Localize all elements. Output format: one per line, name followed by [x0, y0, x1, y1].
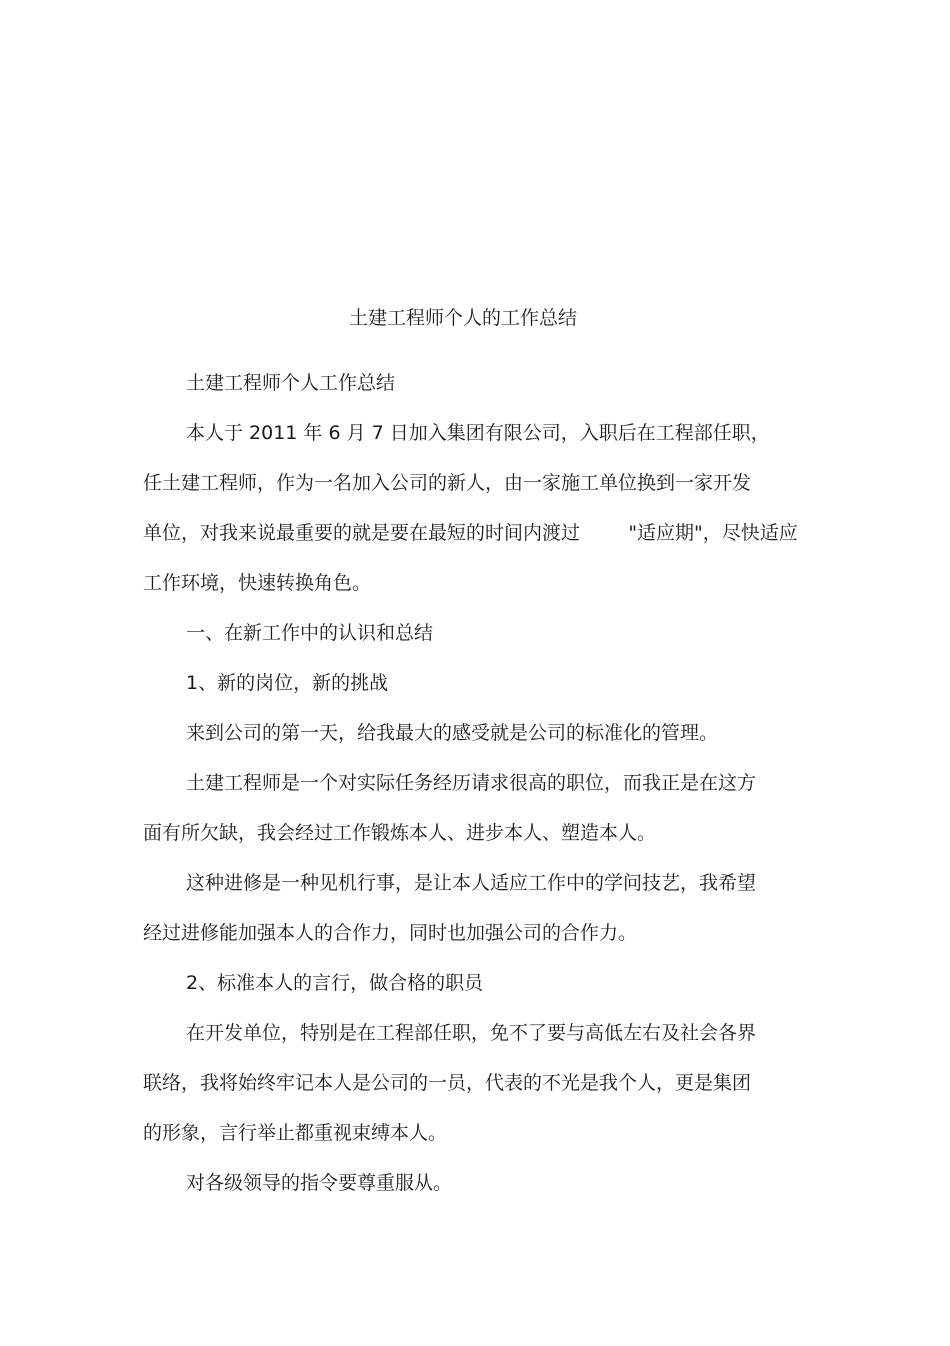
paragraph-line: 来到公司的第一天，给我最大的感受就是公司的标准化的管理。 [186, 722, 719, 744]
paragraph-line: 任土建工程师，作为一名加入公司的新人，由一家施工单位换到一家开发 [143, 472, 752, 494]
subsection-heading: 1、新的岗位，新的挑战 [186, 672, 389, 694]
paragraph-line: 这种进修是一种见机行事，是让本人适应工作中的学问技艺，我希望 [186, 872, 757, 894]
paragraph-line: 经过进修能加强本人的合作力，同时也加强公司的合作力。 [143, 922, 638, 944]
paragraph-line: 联络，我将始终牢记本人是公司的一员，代表的不光是我个人，更是集团 [143, 1072, 752, 1094]
paragraph-line: 单位，对我来说最重要的就是要在最短的时间内渡过 "适应期"，尽快适应 [143, 522, 798, 544]
subtitle: 土建工程师个人工作总结 [186, 372, 396, 394]
paragraph-line: 工作环境，快速转换角色。 [143, 572, 372, 594]
paragraph-line: 对各级领导的指令要尊重服从。 [186, 1172, 453, 1194]
paragraph-line: 土建工程师是一个对实际任务经历请求很高的职位，而我正是在这方 [186, 772, 757, 794]
section-heading: 一、在新工作中的认识和总结 [186, 622, 434, 644]
paragraph-line: 本人于 2011 年 6 月 7 日加入集团有限公司，入职后在工程部任职， [186, 422, 770, 444]
paragraph-line: 的形象，言行举止都重视束缚本人。 [143, 1122, 448, 1144]
paragraph-line: 面有所欠缺，我会经过工作锻炼本人、进步本人、塑造本人。 [143, 822, 657, 844]
paragraph-line: 在开发单位，特别是在工程部任职，免不了要与高低左右及社会各界 [186, 1022, 757, 1044]
subsection-heading: 2、标准本人的言行，做合格的职员 [186, 972, 484, 994]
document-title: 土建工程师个人的工作总结 [348, 307, 577, 329]
